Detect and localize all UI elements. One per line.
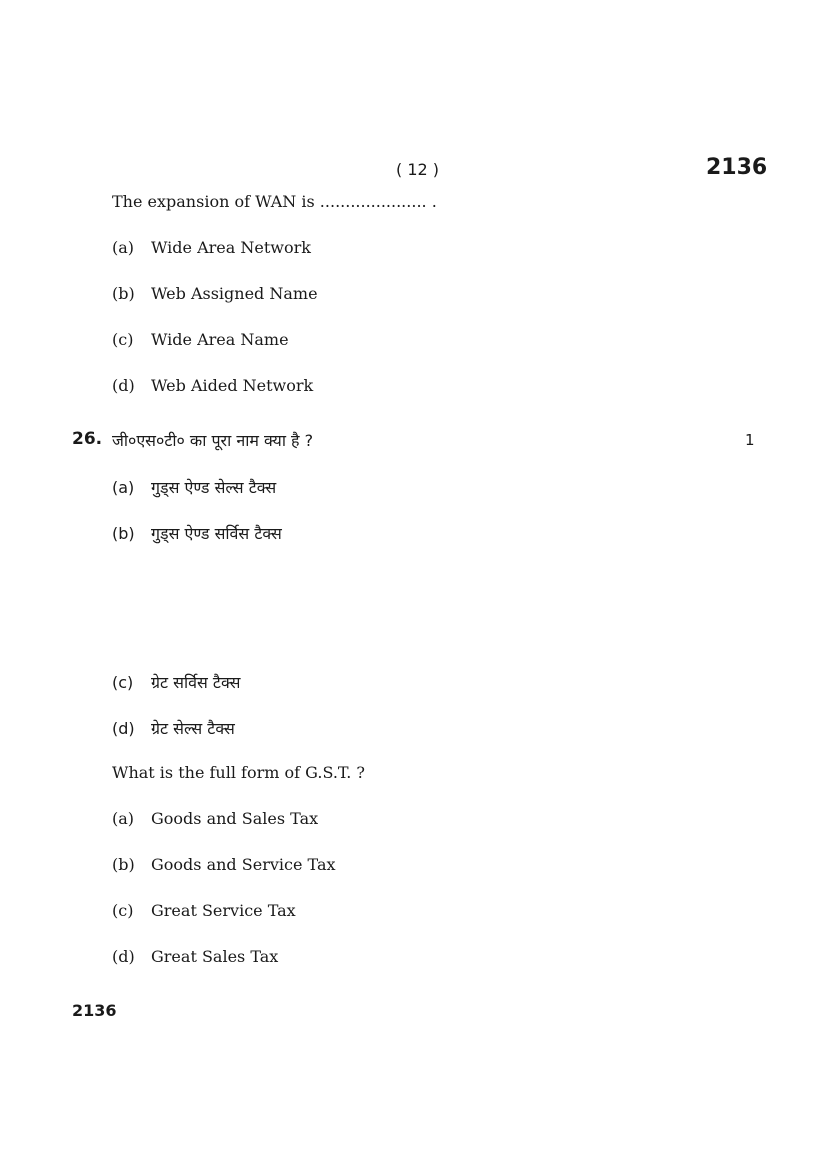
option-label: (d) xyxy=(112,376,135,395)
q25-option-a xyxy=(112,238,311,257)
option-label: (d) xyxy=(112,947,135,966)
q26-hindi-option-b xyxy=(112,522,282,544)
question-26-hindi-text: जी०एस०टी० का पूरा नाम क्या है ? xyxy=(112,431,314,450)
option-label: (a) xyxy=(112,238,135,257)
option-label: (b) xyxy=(112,524,135,543)
option-text: Web Assigned Name xyxy=(151,284,318,303)
option-label: (c) xyxy=(112,901,134,920)
q26-english-option-a xyxy=(112,809,318,828)
q25-option-c xyxy=(112,330,289,349)
option-label: (a) xyxy=(112,478,135,497)
option-label: (c) xyxy=(112,330,134,349)
q26-english-option-b xyxy=(112,855,336,874)
question-26-number: 26. xyxy=(72,429,103,449)
option-text: Goods and Service Tax xyxy=(151,855,336,874)
option-text: Wide Area Network xyxy=(151,238,311,257)
option-label: (d) xyxy=(112,719,135,738)
option-label: (c) xyxy=(112,673,134,692)
question-26-english-text: What is the full form of G.S.T. ? xyxy=(112,763,365,782)
paper-code-footer: 2136 xyxy=(72,1001,117,1020)
option-text: Wide Area Name xyxy=(151,330,289,349)
option-text: Goods and Sales Tax xyxy=(151,809,319,828)
q25-option-b xyxy=(112,284,318,303)
paper-code-header: 2136 xyxy=(706,155,768,180)
option-text: ग्रेट सेल्स टैक्स xyxy=(151,719,235,738)
option-label: (a) xyxy=(112,809,135,828)
q26-hindi-option-c xyxy=(112,671,240,693)
q26-english-option-c xyxy=(112,901,296,920)
option-text: गुड्स ऐण्ड सर्विस टैक्स xyxy=(151,524,282,543)
option-label: (b) xyxy=(112,284,135,303)
option-text: ग्रेट सर्विस टैक्स xyxy=(151,673,241,692)
option-label: (b) xyxy=(112,855,135,874)
option-text: Great Service Tax xyxy=(151,901,296,920)
option-text: Web Aided Network xyxy=(151,376,314,395)
option-text: गुड्स ऐण्ड सेल्स टैक्स xyxy=(151,478,277,497)
question-25-english-text: The expansion of WAN is ..................... . xyxy=(112,192,437,211)
q25-option-d xyxy=(112,376,313,395)
page-number: ( 12 ) xyxy=(396,160,440,179)
q26-hindi-option-a xyxy=(112,476,276,498)
question-26-marks: 1 xyxy=(745,431,755,449)
q26-english-option-d xyxy=(112,947,278,966)
q26-hindi-option-d xyxy=(112,717,235,739)
option-text: Great Sales Tax xyxy=(151,947,279,966)
